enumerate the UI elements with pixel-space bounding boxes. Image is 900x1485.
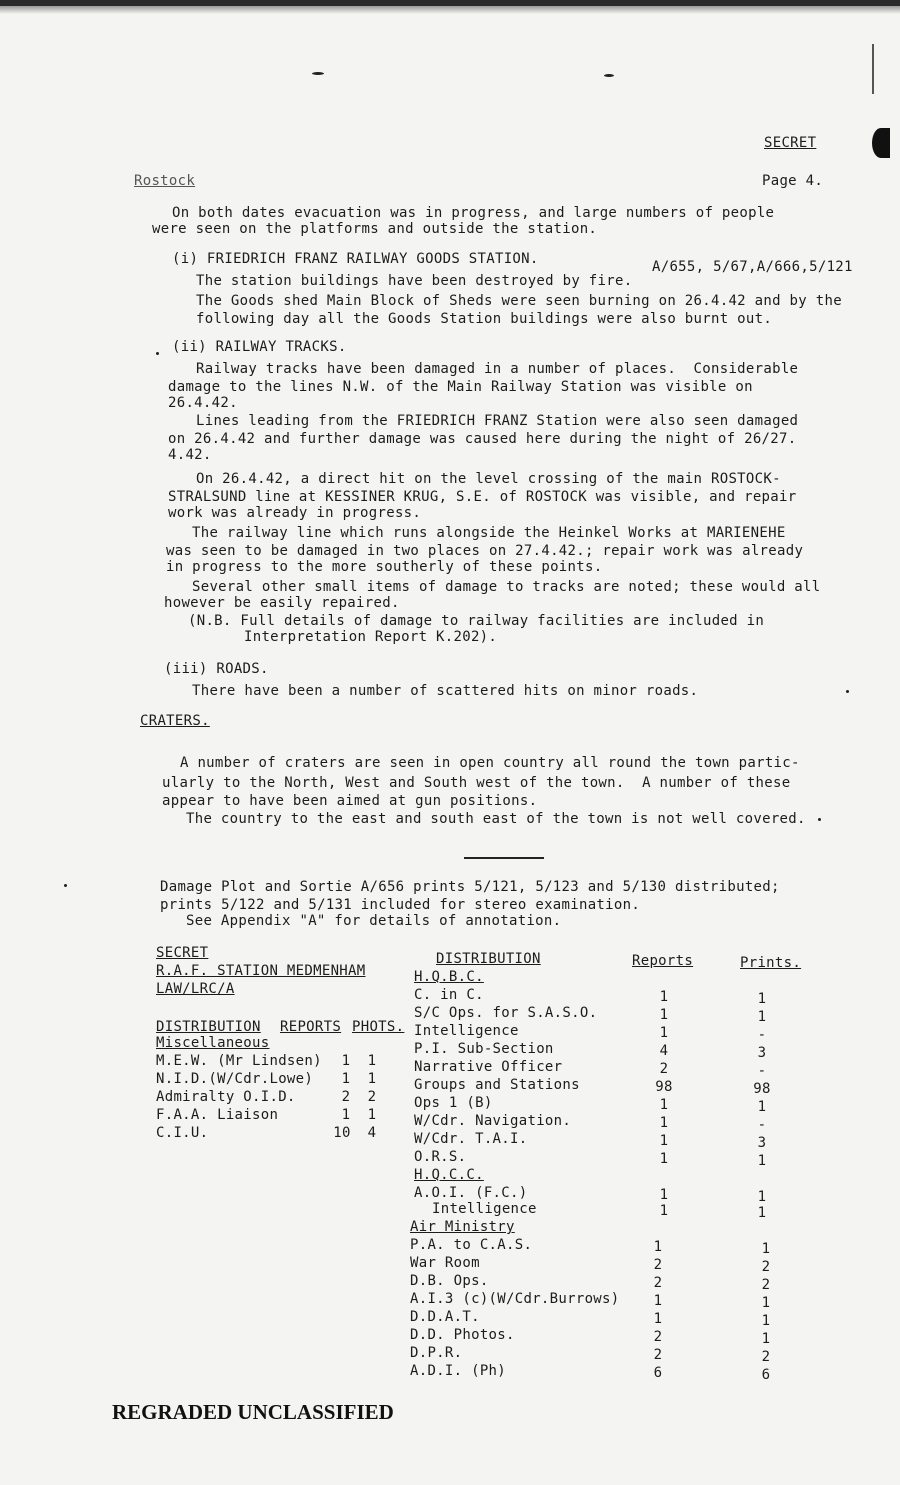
left-row-phots: 1 xyxy=(367,1107,377,1123)
left-row-phots: 2 xyxy=(367,1089,377,1105)
dist-row-reports: 2 xyxy=(659,1061,669,1077)
section-roads-title: (iii) ROADS. xyxy=(164,661,269,677)
tracks-line-12: in progress to the more southerly of these points. xyxy=(166,559,603,575)
dist-row-prints: 1 xyxy=(757,1099,767,1115)
craters-line-3: appear to have been aimed at gun positions. xyxy=(162,793,538,809)
left-row-name: F.A.A. Liaison xyxy=(156,1107,279,1123)
dist-row-name: Groups and Stations xyxy=(414,1077,580,1093)
dist-row-reports: 2 xyxy=(653,1275,663,1291)
plot-line-2: prints 5/122 and 5/131 included for stereo examination. xyxy=(160,897,641,913)
craters-line-1: A number of craters are seen in open country all round the town partic- xyxy=(180,755,800,771)
craters-line-2: ularly to the North, West and South west of the town. A number of these xyxy=(162,775,791,791)
dist-row-name: P.A. to C.A.S. xyxy=(410,1237,533,1253)
dist-row-prints: 1 xyxy=(757,1189,767,1205)
goods-station-line-2: The Goods shed Main Block of Sheds were seen burning on 26.4.42 and by the xyxy=(196,293,842,309)
dist-row-name: O.R.S. xyxy=(414,1149,467,1165)
group-hqcc: H.Q.C.C. xyxy=(414,1167,484,1183)
dist-row-reports: 4 xyxy=(659,1043,669,1059)
scan-speck xyxy=(818,818,821,821)
left-row-reports: 2 xyxy=(341,1089,351,1105)
tracks-line-9: work was already in progress. xyxy=(168,505,422,521)
dist-row-name: A.O.I. (F.C.) xyxy=(414,1185,528,1201)
left-header-reports: REPORTS xyxy=(280,1019,342,1035)
tracks-line-16: Interpretation Report K.202). xyxy=(244,629,498,645)
dist-row-reports: 1 xyxy=(653,1293,663,1309)
dist-row-prints: 3 xyxy=(757,1135,767,1151)
dist-row-reports: 1 xyxy=(659,1133,669,1149)
dist-row-name: D.D.A.T. xyxy=(410,1309,480,1325)
dist-row-prints: 1 xyxy=(757,1205,767,1221)
scan-top-shadow xyxy=(0,6,900,14)
dist-row-reports: 98 xyxy=(655,1079,673,1095)
dist-row-prints: 6 xyxy=(761,1367,771,1383)
left-row-name: C.I.U. xyxy=(156,1125,209,1141)
dist-row-name: Intelligence xyxy=(414,1023,519,1039)
dist-row-prints: - xyxy=(757,1027,767,1043)
dist-row-name: W/Cdr. T.A.I. xyxy=(414,1131,528,1147)
dist-row-prints: 1 xyxy=(761,1241,771,1257)
tracks-line-2: damage to the lines N.W. of the Main Railway Station was visible on xyxy=(168,379,753,395)
dist-row-name: D.D. Photos. xyxy=(410,1327,515,1343)
left-row-phots: 1 xyxy=(367,1053,377,1069)
scan-speck xyxy=(64,884,67,887)
dist-row-name: A.I.3 (c)(W/Cdr.Burrows) xyxy=(410,1291,620,1307)
section-goods-station-ref: A/655, 5/67,A/666,5/121 xyxy=(652,259,853,275)
group-hqbc: H.Q.B.C. xyxy=(414,969,484,985)
tracks-line-4: Lines leading from the FRIEDRICH FRANZ Station were also seen damaged xyxy=(196,413,799,429)
intro-line-1: On both dates evacuation was in progress, and large numbers of people xyxy=(172,205,775,221)
dist-row-prints: - xyxy=(757,1117,767,1133)
hole-punch-mark xyxy=(872,128,890,158)
dist-row-name: C. in C. xyxy=(414,987,484,1003)
goods-station-line-1: The station buildings have been destroyed by fire. xyxy=(196,273,633,289)
dist-row-reports: 1 xyxy=(659,1115,669,1131)
left-row-reports: 1 xyxy=(341,1071,351,1087)
station-name: R.A.F. STATION MEDMENHAM xyxy=(156,963,366,979)
left-row-name: Admiralty O.I.D. xyxy=(156,1089,296,1105)
left-classification: SECRET xyxy=(156,945,209,961)
left-row-name: M.E.W. (Mr Lindsen) xyxy=(156,1053,322,1069)
dist-row-reports: 1 xyxy=(659,1097,669,1113)
tracks-line-13: Several other small items of damage to tracks are noted; these would all xyxy=(192,579,821,595)
dist-row-name: D.B. Ops. xyxy=(410,1273,489,1289)
dist-row-name: S/C Ops. for S.A.S.O. xyxy=(414,1005,598,1021)
intro-line-2: were seen on the platforms and outside the station. xyxy=(152,221,598,237)
stamp-label: Rostock xyxy=(134,173,196,189)
dist-row-name: W/Cdr. Navigation. xyxy=(414,1113,572,1129)
scan-speck xyxy=(846,690,849,693)
scan-margin-mark xyxy=(872,44,896,94)
dist-row-prints: 1 xyxy=(761,1313,771,1329)
left-row-reports: 10 xyxy=(333,1125,351,1141)
dist-row-prints: 1 xyxy=(757,1009,767,1025)
plot-line-1: Damage Plot and Sortie A/656 prints 5/121, 5/123 and 5/130 distributed; xyxy=(160,879,780,895)
tracks-line-7: On 26.4.42, a direct hit on the level crossing of the main ROSTOCK- xyxy=(196,471,781,487)
reference-code: LAW/LRC/A xyxy=(156,981,235,997)
classification-header: SECRET xyxy=(764,135,817,151)
prints-column-header: Prints. xyxy=(740,955,802,971)
reports-column-header: Reports xyxy=(632,953,694,969)
tracks-line-14: however be easily repaired. xyxy=(164,595,400,611)
scan-speck xyxy=(156,352,159,355)
group-air-ministry: Air Ministry xyxy=(410,1219,515,1235)
dist-row-prints: 2 xyxy=(761,1349,771,1365)
goods-station-line-3: following day all the Goods Station buildings were also burnt out. xyxy=(196,311,773,327)
dist-row-name: War Room xyxy=(410,1255,480,1271)
left-row-phots: 1 xyxy=(367,1071,377,1087)
left-row-reports: 1 xyxy=(341,1107,351,1123)
left-section-miscellaneous: Miscellaneous xyxy=(156,1035,270,1051)
left-row-name: N.I.D.(W/Cdr.Lowe) xyxy=(156,1071,314,1087)
tracks-line-6: 4.42. xyxy=(168,447,212,463)
dist-row-prints: 98 xyxy=(753,1081,771,1097)
dist-row-prints: 1 xyxy=(757,1153,767,1169)
dist-row-prints: 2 xyxy=(761,1277,771,1293)
dist-row-reports: 1 xyxy=(659,1151,669,1167)
scan-speck xyxy=(312,72,324,75)
dist-row-reports: 1 xyxy=(653,1311,663,1327)
dist-row-reports: 2 xyxy=(653,1347,663,1363)
separator-rule xyxy=(464,857,544,859)
dist-row-reports: 1 xyxy=(659,989,669,1005)
tracks-line-3: 26.4.42. xyxy=(168,395,238,411)
left-header-phots: PHOTS. xyxy=(352,1019,405,1035)
dist-row-prints: - xyxy=(757,1063,767,1079)
dist-row-prints: 1 xyxy=(757,991,767,1007)
dist-row-name: Intelligence xyxy=(432,1201,537,1217)
tracks-line-15: (N.B. Full details of damage to railway facilities are included in xyxy=(188,613,765,629)
dist-row-reports: 6 xyxy=(653,1365,663,1381)
section-goods-station-title: (i) FRIEDRICH FRANZ RAILWAY GOODS STATION. xyxy=(172,251,539,267)
dist-row-reports: 1 xyxy=(653,1239,663,1255)
dist-row-reports: 1 xyxy=(659,1187,669,1203)
left-row-phots: 4 xyxy=(367,1125,377,1141)
dist-row-name: P.I. Sub-Section xyxy=(414,1041,554,1057)
dist-row-reports: 2 xyxy=(653,1257,663,1273)
tracks-line-10: The railway line which runs alongside the Heinkel Works at MARIENEHE xyxy=(192,525,786,541)
dist-row-name: D.P.R. xyxy=(410,1345,463,1361)
dist-row-prints: 1 xyxy=(761,1331,771,1347)
dist-row-prints: 1 xyxy=(761,1295,771,1311)
section-craters-title: CRATERS. xyxy=(140,713,210,729)
page-number: Page 4. xyxy=(762,173,824,189)
tracks-line-1: Railway tracks have been damaged in a number of places. Considerable xyxy=(196,361,799,377)
section-railway-tracks-title: (ii) RAILWAY TRACKS. xyxy=(172,339,347,355)
dist-row-name: A.D.I. (Ph) xyxy=(410,1363,507,1379)
dist-row-prints: 2 xyxy=(761,1259,771,1275)
craters-line-4: The country to the east and south east of the town is not well covered. xyxy=(186,811,806,827)
dist-row-reports: 1 xyxy=(659,1025,669,1041)
dist-row-name: Narrative Officer xyxy=(414,1059,563,1075)
regraded-unclassified-stamp: REGRADED UNCLASSIFIED xyxy=(112,1400,394,1424)
dist-row-reports: 1 xyxy=(659,1203,669,1219)
left-row-reports: 1 xyxy=(341,1053,351,1069)
roads-line: There have been a number of scattered hits on minor roads. xyxy=(192,683,699,699)
tracks-line-11: was seen to be damaged in two places on 27.4.42.; repair work was already xyxy=(166,543,804,559)
dist-row-reports: 1 xyxy=(659,1007,669,1023)
tracks-line-8: STRALSUND line at KESSINER KRUG, S.E. of ROSTOCK was visible, and repair xyxy=(168,489,797,505)
dist-row-reports: 2 xyxy=(653,1329,663,1345)
dist-row-name: Ops 1 (B) xyxy=(414,1095,493,1111)
distribution-heading: DISTRIBUTION xyxy=(436,951,541,967)
dist-row-prints: 3 xyxy=(757,1045,767,1061)
plot-line-3: See Appendix "A" for details of annotation. xyxy=(186,913,562,929)
scan-speck xyxy=(604,74,614,77)
left-header-distribution: DISTRIBUTION xyxy=(156,1019,261,1035)
tracks-line-5: on 26.4.42 and further damage was caused here during the night of 26/27. xyxy=(168,431,797,447)
